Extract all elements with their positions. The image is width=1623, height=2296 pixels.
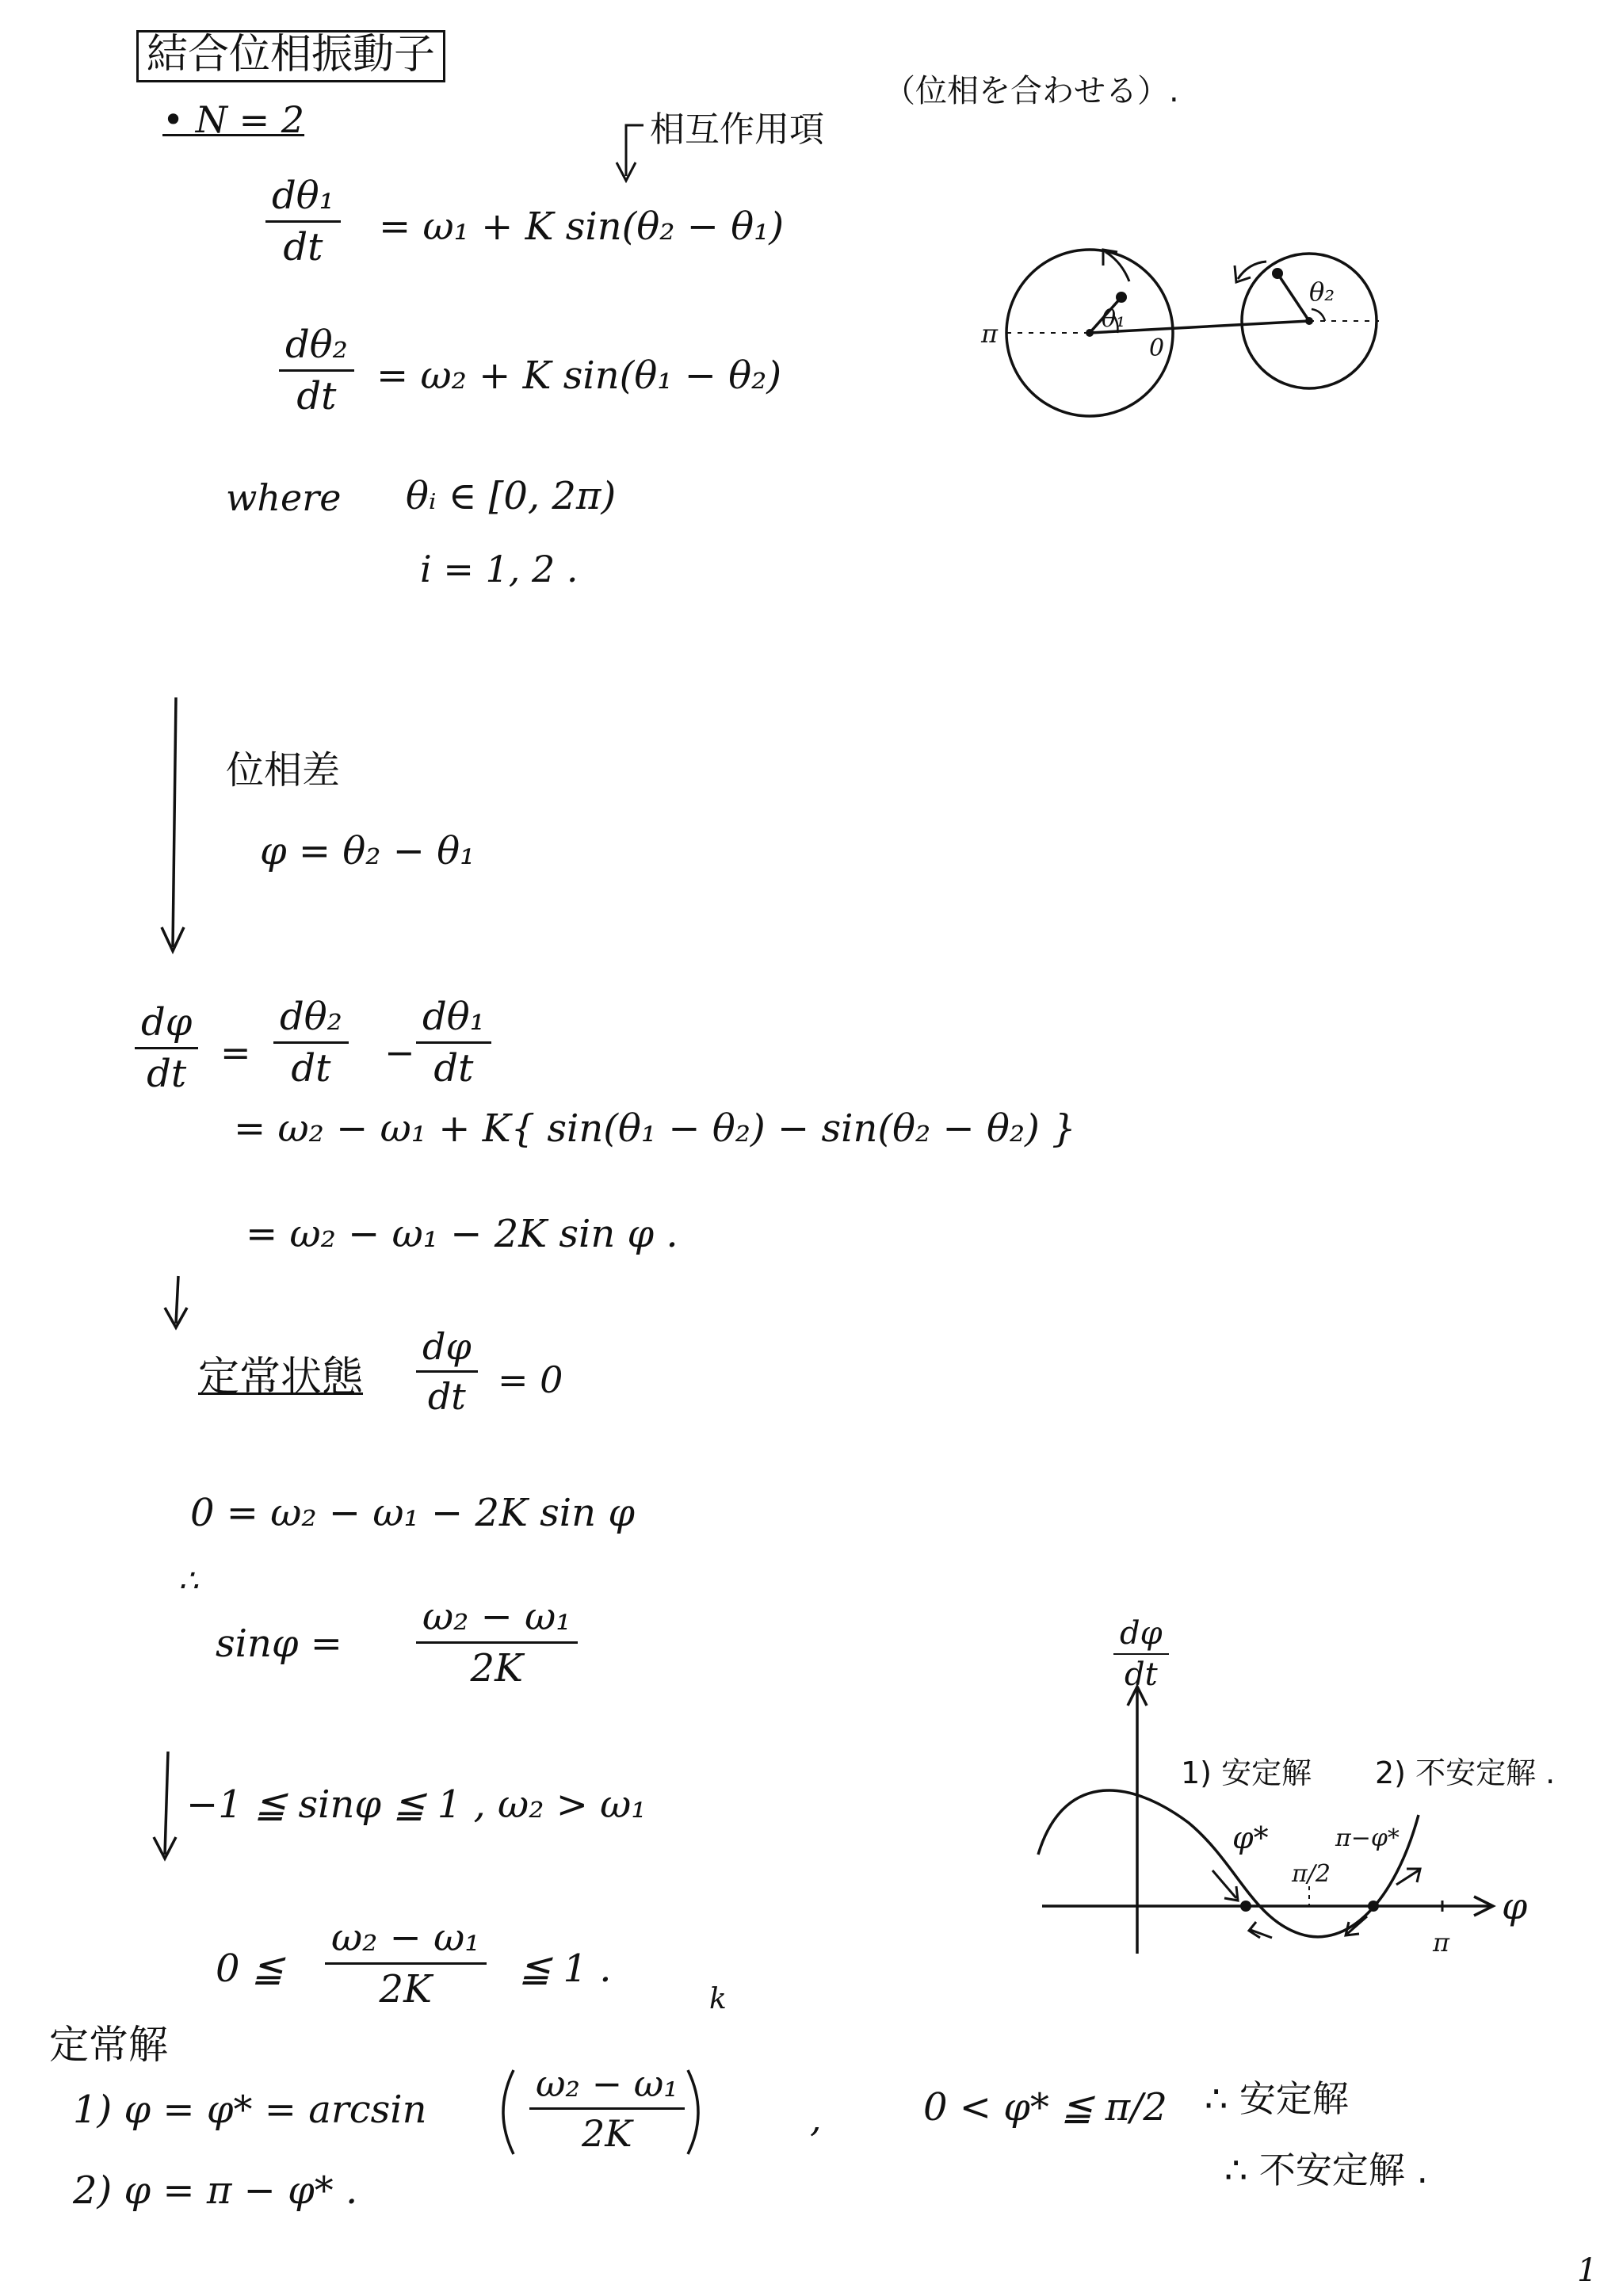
diagram-theta1: θ₁ <box>1102 305 1126 333</box>
graph-pi-minus-phistar: π−φ* <box>1335 1824 1400 1852</box>
dphi-equals: = <box>220 1031 251 1074</box>
sinphi-numerator: ω₂ − ω₁ <box>422 1595 571 1639</box>
graph-ylabel <box>1113 1617 1169 1691</box>
solution-1-comma: , <box>810 2097 822 2140</box>
dtheta1-numerator: dθ₁ <box>422 995 485 1039</box>
ineq-left: 0 ≦ <box>216 1946 285 1991</box>
interaction-note: （位相を合わせる）. <box>884 73 1179 109</box>
phase-diff-label: 位相差 <box>226 748 341 793</box>
eq1-numerator: dθ₁ <box>272 174 334 218</box>
therefore-symbol: ∴ <box>178 1563 199 1599</box>
solution-2-note: ∴ 不安定解 . <box>1224 2149 1429 2191</box>
eq1-rhs: = ω₁ + K sin(θ₂ − θ₁) <box>379 204 785 249</box>
sinphi-lhs: sinφ = <box>216 1622 342 1666</box>
dphi-numerator: dφ <box>141 1000 193 1045</box>
solution-1-note: ∴ 安定解 <box>1205 2077 1349 2120</box>
dtheta2-numerator: dθ₂ <box>280 995 342 1039</box>
ineq-denominator: 2K <box>379 1967 432 2012</box>
page-number: 1 <box>1577 2252 1598 2289</box>
graph-xlabel: φ <box>1502 1885 1528 1927</box>
dphi-minus: − <box>384 1031 415 1074</box>
dtheta1-denominator: dt <box>433 1046 474 1091</box>
steady-solution-label: 定常解 <box>49 2022 168 2068</box>
interaction-label: 相互作用項 <box>650 109 824 150</box>
steady-state-label: 定常状態 <box>198 1354 364 1401</box>
diagram-zero: 0 <box>1149 334 1165 362</box>
graph-ylabel-denominator: dt <box>1124 1656 1158 1693</box>
solution-2: 2) φ = π − φ* . <box>73 2168 358 2213</box>
steady-denominator: dt <box>427 1375 466 1419</box>
graph-stable-label: 1) 安定解 <box>1181 1755 1312 1790</box>
derivation-line-3: = ω₂ − ω₁ − 2K sin φ . <box>246 1212 678 1256</box>
where-condition: θᵢ ∈ [0, 2π) <box>406 474 617 518</box>
where-index: i = 1, 2 . <box>420 548 579 590</box>
graph-phistar: φ* <box>1232 1820 1269 1855</box>
sin-bound: −1 ≦ sinφ ≦ 1 , ω₂ > ω₁ <box>186 1782 647 1827</box>
phase-diff-equation: φ = θ₂ − θ₁ <box>260 829 475 873</box>
solution-1-numerator: ω₂ − ω₁ <box>536 2062 678 2105</box>
ineq-right: ≦ 1 . <box>519 1946 612 1991</box>
eq2-rhs: = ω₂ + K sin(θ₁ − θ₂) <box>376 353 782 398</box>
solution-1-condition: 0 < φ* ≦ π/2 <box>923 2085 1167 2130</box>
zero-equation: 0 = ω₂ − ω₁ − 2K sin φ <box>190 1491 635 1535</box>
diagram-pi: π <box>981 319 999 349</box>
page-title: 結合位相振動子 <box>136 30 445 82</box>
dtheta2-denominator: dt <box>291 1046 331 1091</box>
eq1-denominator: dt <box>283 225 323 270</box>
solution-1-lhs: 1) φ = φ* = arcsin <box>73 2088 427 2132</box>
where-label: where <box>226 476 342 519</box>
dphi-denominator: dt <box>147 1052 187 1097</box>
graph-pi: π <box>1433 1927 1450 1958</box>
steady-rhs: = 0 <box>498 1358 563 1401</box>
n-label: • N = 2 <box>162 98 305 141</box>
derivation-line-2: = ω₂ − ω₁ + K{ sin(θ₁ − θ₂) − sin(θ₂ − θ₂) } <box>234 1106 1076 1151</box>
sinphi-denominator: 2K <box>470 1646 523 1691</box>
solution-1-denominator: 2K <box>582 2112 632 2156</box>
eq2-numerator: dθ₂ <box>285 323 348 367</box>
graph-pi-half: π/2 <box>1292 1860 1331 1888</box>
steady-numerator: dφ <box>422 1325 472 1368</box>
ineq-numerator: ω₂ − ω₁ <box>331 1916 480 1960</box>
eq2-denominator: dt <box>296 374 337 419</box>
stray-mark: k <box>709 1983 727 2015</box>
diagram-theta2: θ₂ <box>1309 277 1335 307</box>
graph-ylabel-numerator: dφ <box>1120 1615 1163 1652</box>
graph-unstable-label: 2) 不安定解 . <box>1375 1755 1556 1790</box>
